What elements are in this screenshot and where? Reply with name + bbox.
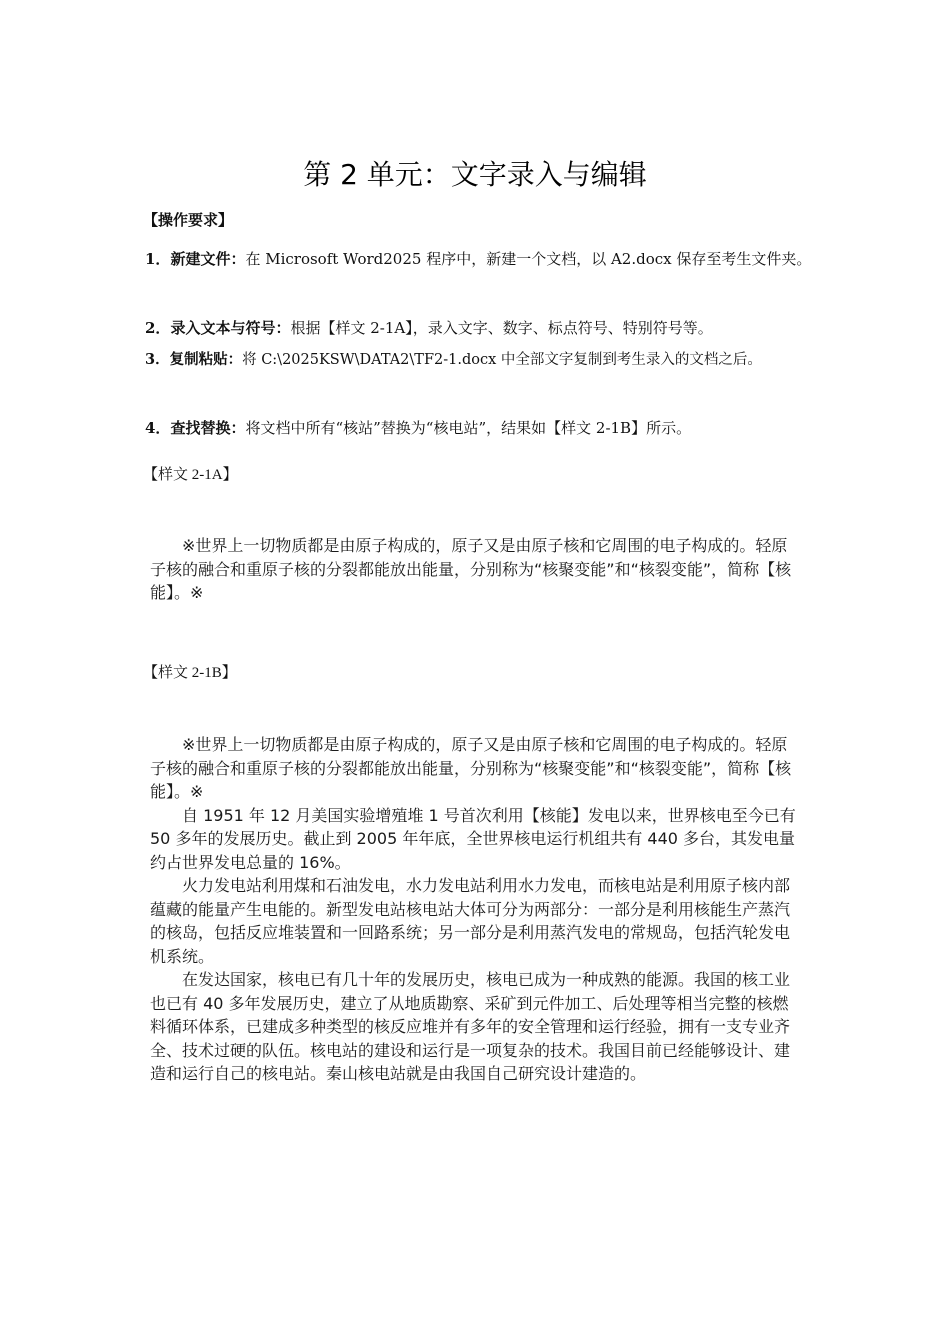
- sample-a-paragraph: ※世界上一切物质都是由原子构成的，原子又是由原子核和它周围的电子构成的。轻原子核的融合和重原子核的分裂都能放出能量，分别称为“核聚变能”和“核裂变能”，简称【核能】。※: [150, 536, 792, 602]
- sample-b-paragraph: ※世界上一切物质都是由原子构成的，原子又是由原子核和它周围的电子构成的。轻原子核的融合和重原子核的分裂都能放出能量，分别称为“核聚变能”和“核裂变能”，简称【核能】。※: [150, 735, 792, 801]
- requirement-item-4: [145, 410, 825, 446]
- sample-a-text: [150, 534, 800, 605]
- item-text: 根据【样文 2-1A】，录入文字、数字、标点符号、特别符号等。: [290, 319, 713, 337]
- item-text: 将文档中所有“核站”替换为“核电站”，结果如【样文 2-1B】所示。: [245, 419, 692, 437]
- requirement-item-1: [145, 240, 825, 278]
- sample-b-paragraph: 火力发电站利用煤和石油发电，水力发电站利用水力发电，而核电站是利用原子核内部蕴藏的能量产生电能的。新型发电站核电站大体可分为两部分：一部分是利用核能生产蒸汽的核岛，包括反应堆装置和一回路系统；另一部分是利用蒸汽发电的常规岛，包括汽轮发电机系统。: [150, 876, 791, 966]
- sample-b-text: [150, 733, 800, 1086]
- requirements-heading: 【操作要求】: [143, 211, 234, 229]
- requirement-item-2: [145, 310, 825, 346]
- sample-b-label: 【样文 2-1B】: [143, 665, 237, 681]
- item-number: 2．: [145, 319, 171, 337]
- requirement-item-3: [145, 342, 835, 378]
- sample-b-paragraph: 自 1951 年 12 月美国实验增殖堆 1 号首次利用【核能】发电以来，世界核电至今已有 50 多年的发展历史。截止到 2005 年年底，全世界核电运行机组共有 440 多台，其发电量约占世界发电总量的 16%。: [150, 805, 796, 872]
- item-text: 在 Microsoft Word2025 程序中，新建一个文档，以 A2.docx 保存至考生文件夹。: [245, 250, 812, 268]
- item-number: 1．: [145, 250, 171, 268]
- sample-b-paragraph: 在发达国家，核电已有几十年的发展历史，核电已成为一种成熟的能源。我国的核工业也已有 40 多年发展历史，建立了从地质勘察、采矿到元件加工、后处理等相当完整的核燃料循环体系，已建成多种类型的核反应堆并有多年的安全管理和运行经验，拥有一支专业齐全、技术过硬的队伍。核电站的建设和运行是一项复杂的技术。我国目前已经能够设计、建造和运行自己的核电站。秦山核电站就是由我国自己研究设计建造的。: [150, 970, 791, 1083]
- item-label: 新建文件：: [170, 250, 246, 268]
- item-number: 3．: [145, 351, 170, 368]
- item-label: 录入文本与符号：: [170, 319, 291, 337]
- item-label: 复制粘贴：: [169, 351, 243, 368]
- sample-a-label: 【样文 2-1A】: [143, 467, 238, 483]
- page-title: 第 2 单元：文字录入与编辑: [303, 158, 647, 191]
- item-label: 查找替换：: [170, 419, 246, 437]
- item-text: 将 C:\2025KSW\DATA2\TF2-1.docx 中全部文字复制到考生录入的文档之后。: [242, 352, 762, 368]
- item-number: 4．: [145, 419, 171, 437]
